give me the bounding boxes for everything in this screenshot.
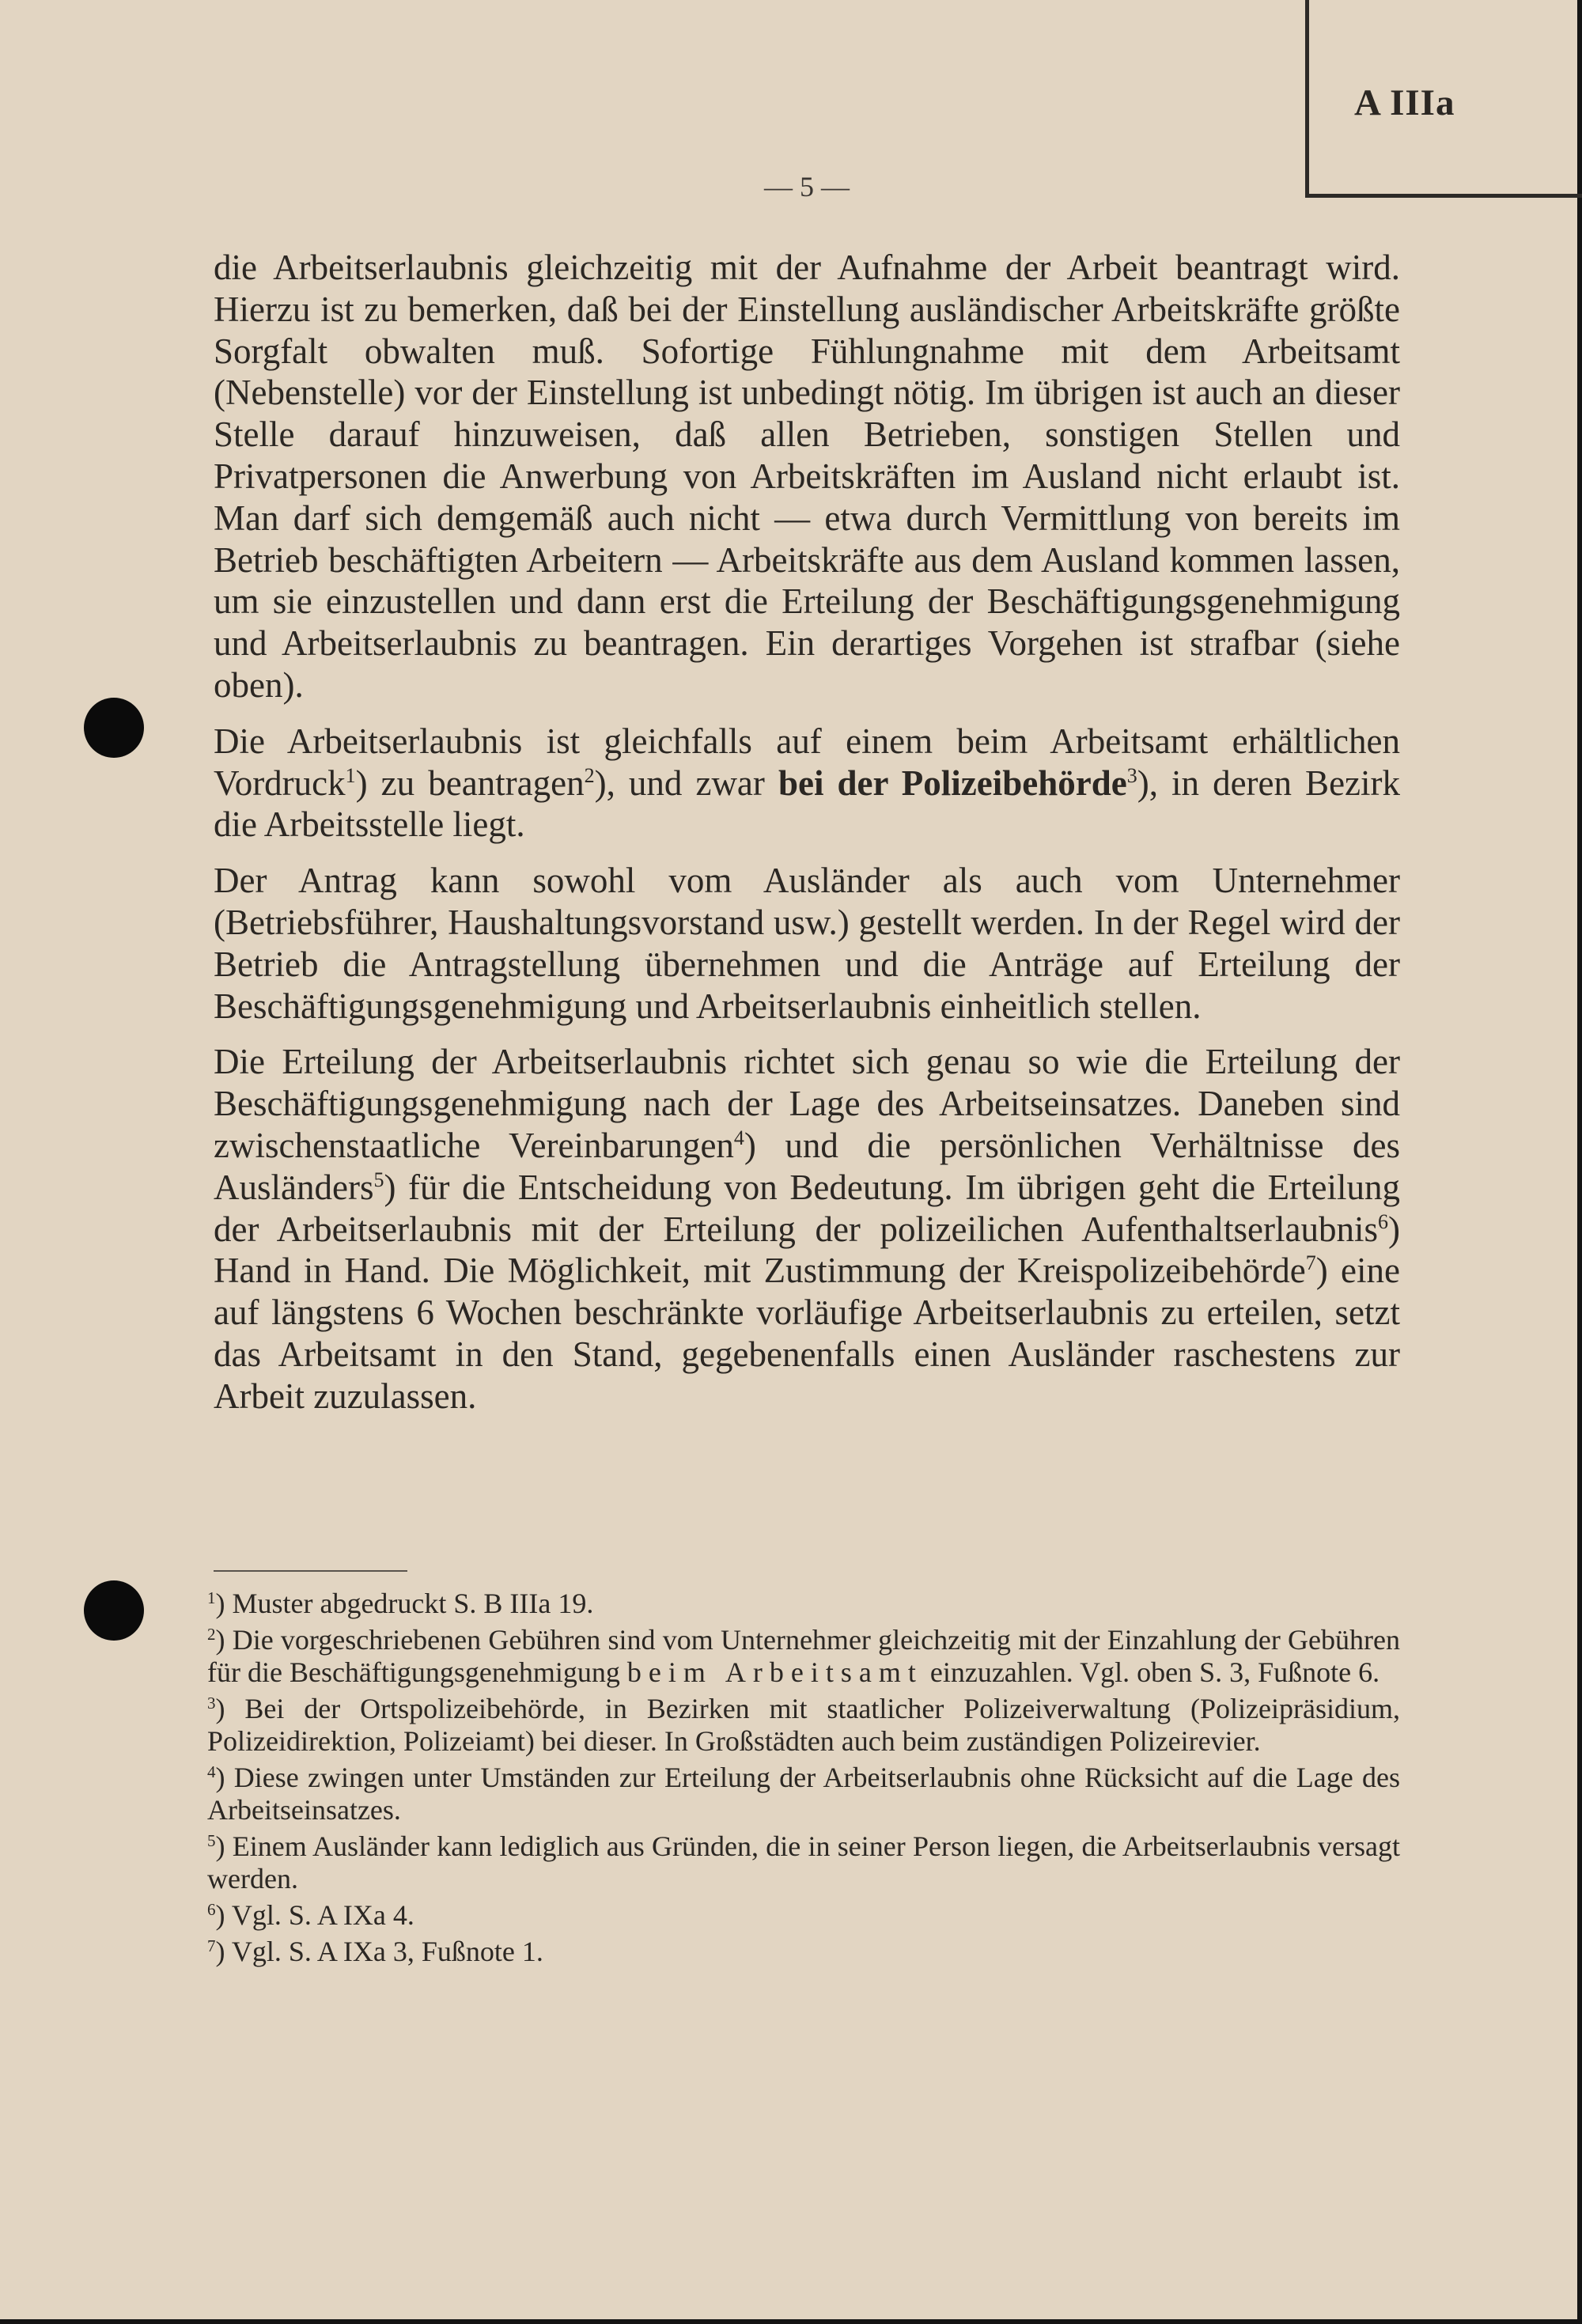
paragraph-2-text: ), und zwar (594, 763, 778, 803)
footnote-text: ) Muster abgedruckt S. B IIIa 19. (215, 1588, 594, 1619)
emphasis-polizeibehoerde: bei der Polizeibehörde (778, 763, 1127, 803)
footnote-3 (207, 1693, 1400, 1758)
footnote-mark: 6 (207, 1900, 216, 1919)
footnote-mark: 3 (207, 1694, 216, 1713)
footnote-7 (207, 1936, 1400, 1968)
section-code: A IIIa (1354, 82, 1455, 123)
footnote-mark: 4 (207, 1762, 216, 1781)
footnote-6 (207, 1899, 1400, 1932)
footnote-mark: 7 (207, 1936, 216, 1955)
footnote-ref-6: 6 (1378, 1209, 1388, 1233)
footnotes (207, 1588, 1400, 1972)
paragraph-4 (214, 1041, 1400, 1417)
paragraph-4-text: ) für die Entscheidung von Bedeutung. Im übrigen geht die Erteilung der Arbeitserlaubnis mit der Erteilung der polizeilichen Aufenthaltserlaubnis (214, 1167, 1400, 1249)
punch-hole (84, 698, 144, 758)
page-number: — 5 — (764, 171, 850, 202)
footnote-ref-2: 2 (584, 763, 595, 787)
footnote-2 (207, 1624, 1400, 1689)
punch-hole (84, 1580, 144, 1641)
footnote-text: ) Vgl. S. A IXa 4. (215, 1899, 414, 1931)
scan-edge-right (1577, 0, 1582, 2324)
footnote-5 (207, 1830, 1400, 1895)
footnote-ref-7: 7 (1305, 1251, 1316, 1275)
footnote-mark: 1 (207, 1588, 216, 1607)
footnote-ref-5: 5 (373, 1168, 384, 1191)
footnote-text: ) Einem Ausländer kann lediglich aus Gründen, die in seiner Person liegen, die Arbeitserlaubnis versagt werden. (207, 1830, 1400, 1894)
footnote-divider (214, 1570, 407, 1572)
footnote-text: einzuzahlen. Vgl. oben S. 3, Fußnote 6. (922, 1656, 1380, 1688)
paragraph-2-text: ), in deren Bezirk die Arbeitsstelle liegt. (214, 763, 1401, 845)
paragraph-4-text: ) Hand in Hand. Die Möglichkeit, mit Zustimmung der Kreispolizeibehörde (214, 1209, 1400, 1291)
paragraph-2 (214, 721, 1400, 846)
footnote-text: ) Die vorgeschriebenen Gebühren sind vom Unternehmer gleichzeitig mit der Einzahlung der Gebühren für die Beschäftigungsgenehmigung (207, 1624, 1400, 1688)
footnote-mark: 5 (207, 1831, 216, 1850)
paragraph-4-text: Die Erteilung der Arbeitserlaubnis richtet sich genau so wie die Erteilung der Beschäftigungsgenehmigung nach der Lage des Arbeitseinsatzes. Daneben sind zwischenstaatliche Vereinbarungen (214, 1042, 1400, 1165)
paragraph-2-text: ) zu beantragen (355, 763, 585, 803)
paragraph-3: Der Antrag kann sowohl vom Ausländer als auch vom Unternehmer (Betriebsführer, Haushaltungsvorstand usw.) gestellt werden. In der Regel wird der Betrieb die Antragstellung übernehmen und die Anträge auf Erteilung der Beschäftigungsgenehmigung und Arbeitserlaubnis einheitlich stellen. (214, 861, 1400, 1026)
footnote-spaced-text: beim Arbeitsamt (626, 1656, 923, 1688)
footnote-mark: 2 (207, 1625, 216, 1644)
footnote-text: ) Diese zwingen unter Umständen zur Erteilung der Arbeitserlaubnis ohne Rücksicht auf die Lage des Arbeitseinsatzes. (207, 1762, 1400, 1826)
footnote-ref-3: 3 (1126, 763, 1137, 787)
footnote-text: ) Bei der Ortspolizeibehörde, in Bezirken mit staatlicher Polizeiverwaltung (Polizeipräsidium, Polizeidirektion, Polizeiamt) bei dieser. In Großstädten auch beim zuständigen Polizeirevier. (207, 1693, 1400, 1757)
footnote-1 (207, 1588, 1400, 1620)
paragraph-2-text: Die Arbeitserlaubnis ist gleichfalls auf einem beim Arbeitsamt erhältlichen Vordruck (214, 721, 1400, 803)
paragraph-1: die Arbeitserlaubnis gleichzeitig mit der Aufnahme der Arbeit beantragt wird. Hierzu ist zu bemerken, daß bei der Einstellung ausländischer Arbeitskräfte größte Sorgfalt obwalten muß. Sofortige Fühlungnahme mit dem Arbeitsamt (Nebenstelle) vor der Einstellung ist unbedingt nötig. Im übrigen ist auch an dieser Stelle darauf hinzuweisen, daß allen Betrieben, sonstigen Stellen und Privatpersonen die Anwerbung von Arbeitskräften im Ausland nicht erlaubt ist. Man darf sich demgemäß auch nicht — etwa durch Vermittlung von bereits im Betrieb beschäftigten Arbeitern — Arbeitskräfte aus dem Ausland kommen lassen, um sie einzustellen und dann erst die Erteilung der Beschäftigungsgenehmigung und Arbeitserlaubnis zu beantragen. Ein derartiges Vorgehen ist strafbar (siehe oben). (214, 248, 1400, 705)
paragraph-4-text: ) eine auf längstens 6 Wochen beschränkte vorläufige Arbeitserlaubnis zu erteilen, setzt das Arbeitsamt in den Stand, gegebenenfalls einen Ausländer raschestens zur Arbeit zuzulassen. (214, 1251, 1401, 1416)
scan-edge-bottom (0, 2319, 1582, 2324)
footnote-ref-4: 4 (733, 1126, 744, 1149)
footnote-ref-1: 1 (345, 763, 356, 787)
body-text (214, 247, 1400, 1417)
footnote-text: ) Vgl. S. A IXa 3, Fußnote 1. (215, 1936, 543, 1967)
paragraph-4-text: ) und die persönlichen Verhältnisse des Ausländers (214, 1125, 1400, 1207)
footnote-4 (207, 1762, 1400, 1826)
